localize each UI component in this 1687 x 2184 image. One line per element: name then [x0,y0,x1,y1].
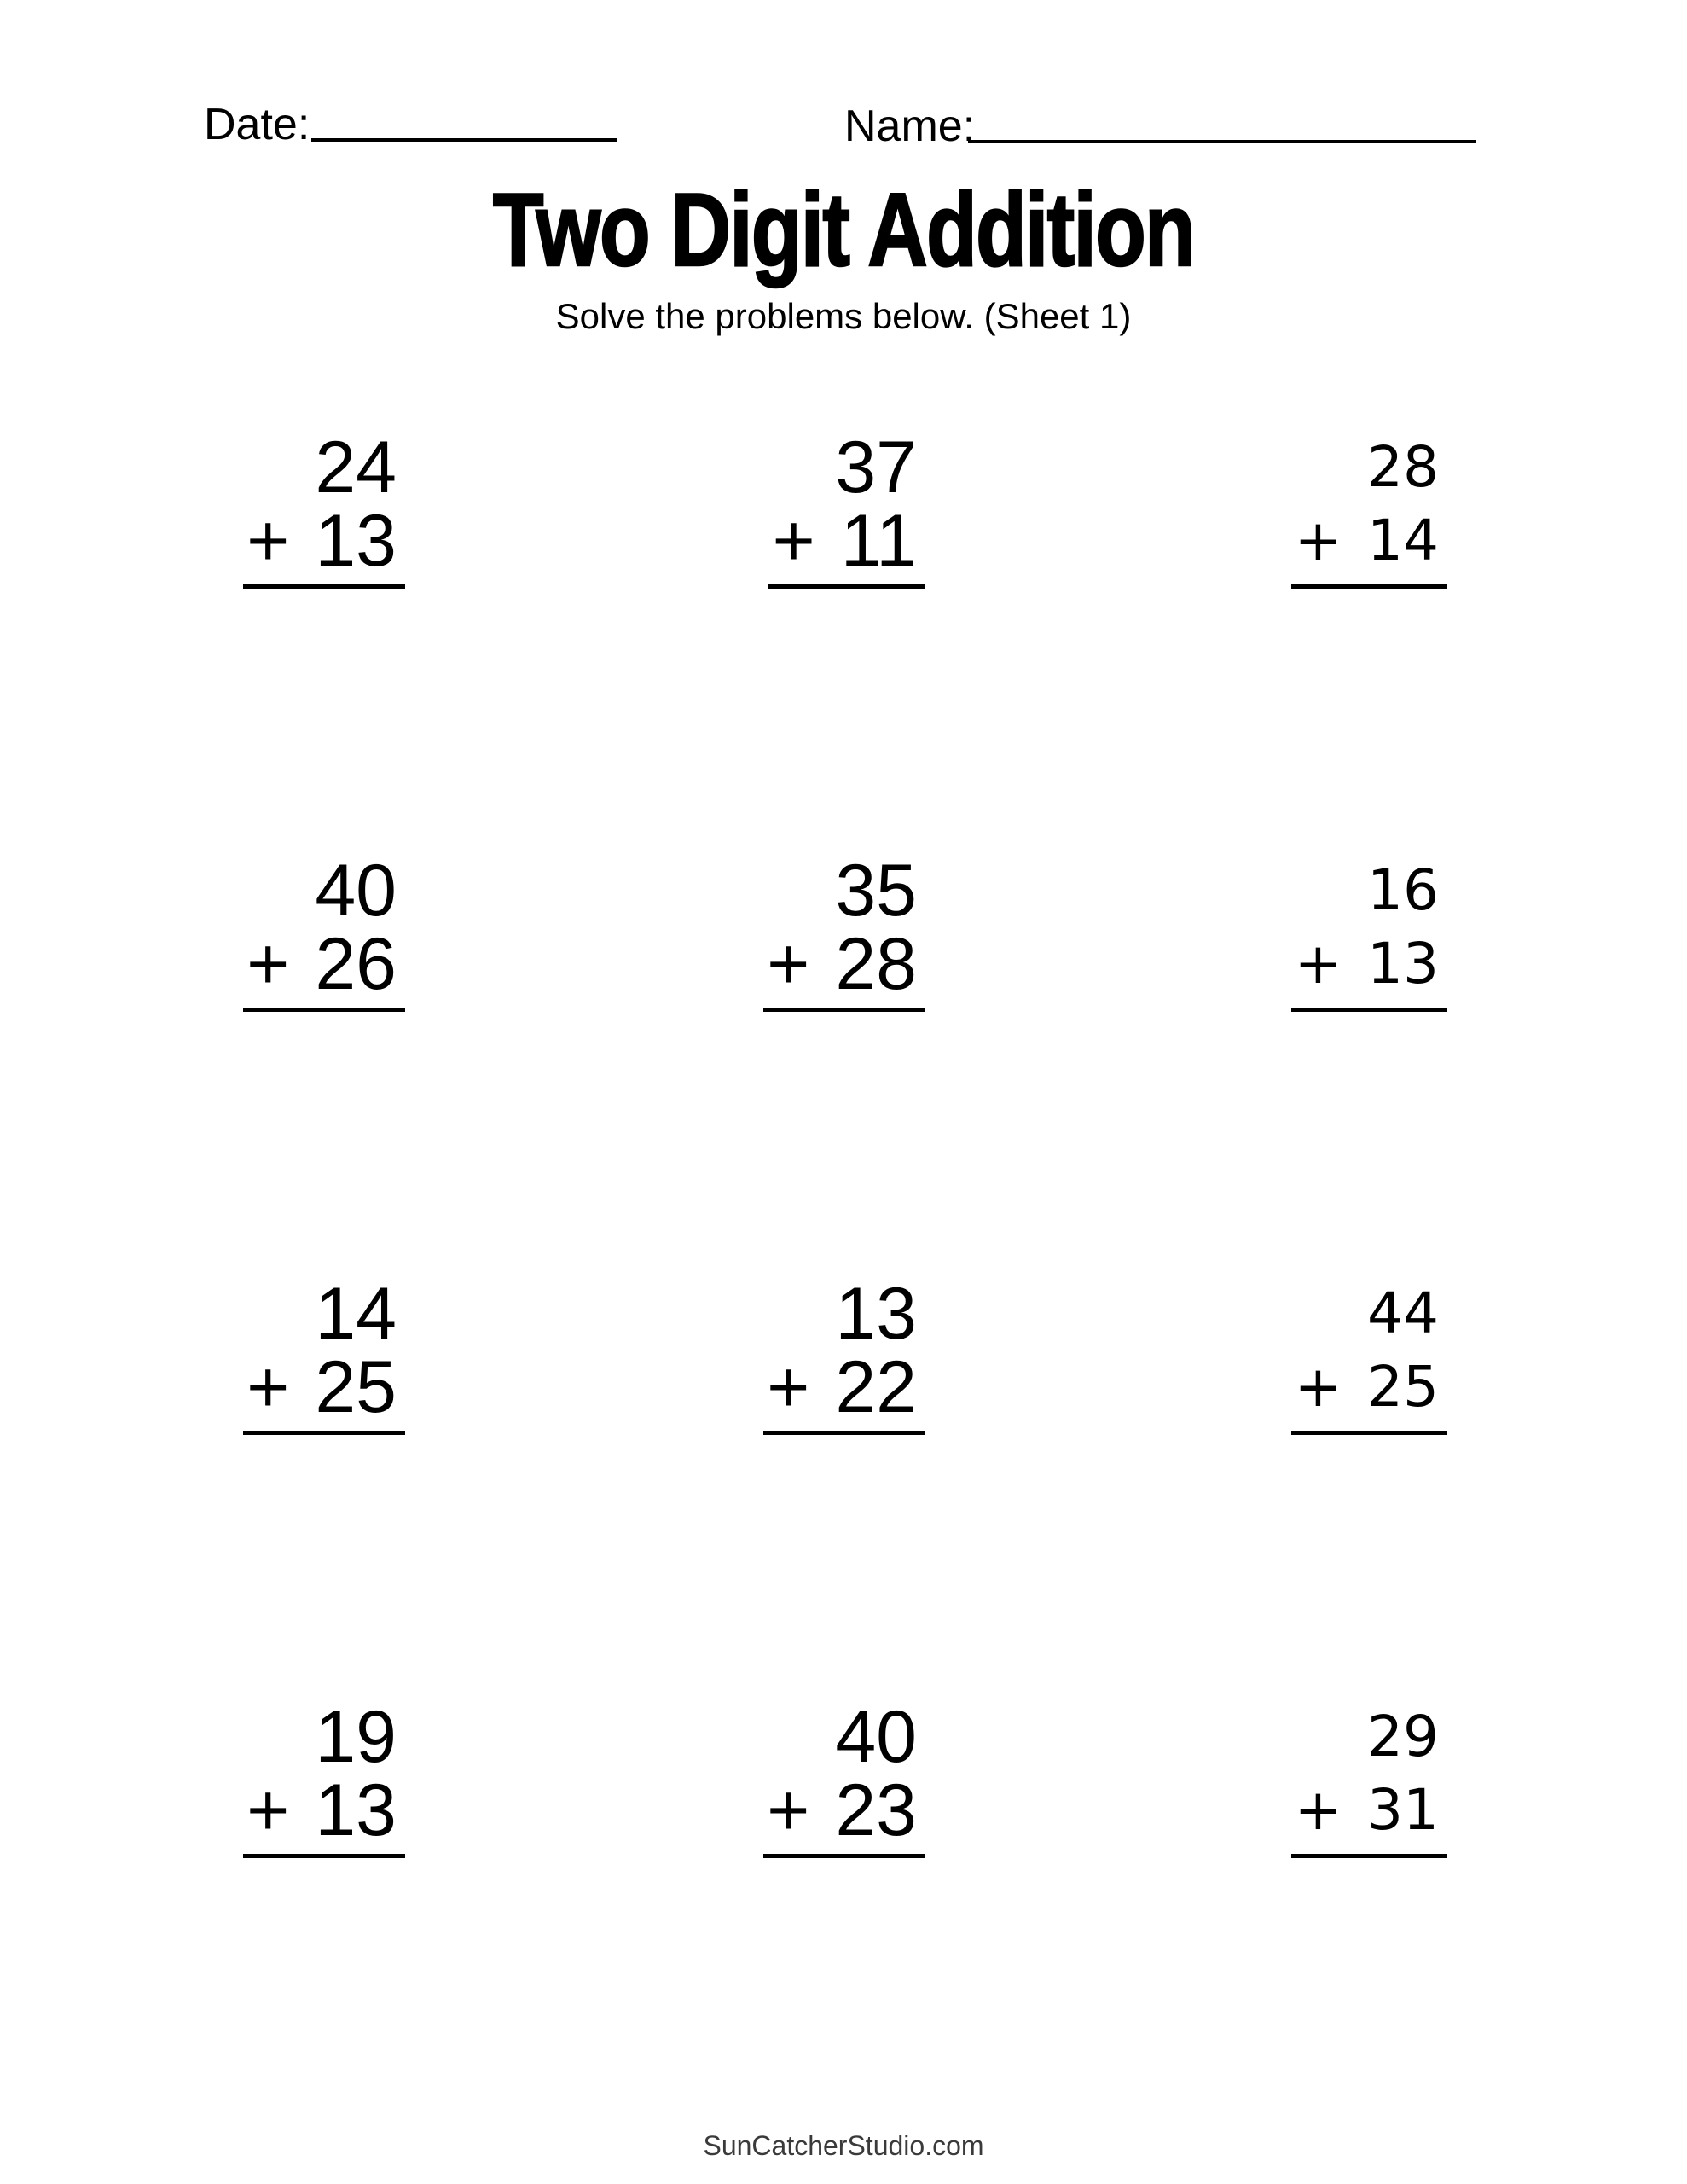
addition-problem [763,850,925,1012]
addend-bottom: 28 [835,923,917,1005]
addend-bottom: 13 [315,1769,397,1851]
addition-problem [1291,431,1447,589]
addition-problem [243,850,405,1012]
addend-top: 19 [315,1696,397,1778]
addend-bottom-row [1291,1350,1447,1435]
addend-bottom-row [1291,1774,1447,1858]
addend-bottom: 23 [835,1769,917,1851]
addition-problem [1291,1277,1447,1435]
plus-operator-icon: + [1294,1777,1342,1843]
addend-bottom-row [763,923,925,1012]
worksheet-subtitle: Solve the problems below. (Sheet 1) [555,296,1132,336]
plus-operator-icon: + [772,500,815,582]
addend-top: 24 [315,427,397,508]
addition-problem [768,427,925,589]
name-label: Name: [844,102,976,151]
addend-bottom-row [243,923,405,1012]
plus-operator-icon: + [246,1769,290,1851]
addend-bottom-row [1291,504,1447,589]
plus-operator-icon: + [1294,931,1342,996]
addend-bottom: 31 [1367,1777,1439,1843]
addend-top: 44 [1367,1281,1439,1346]
addition-problem [243,1273,405,1435]
addend-top: 37 [835,427,917,508]
addition-problem [243,427,405,589]
date-label: Date: [204,100,310,149]
addend-bottom-row [243,1346,405,1435]
addition-problem [1291,854,1447,1012]
addend-top: 40 [835,1696,917,1778]
plus-operator-icon: + [246,500,290,582]
addend-top: 16 [1367,857,1439,923]
addend-bottom-row [1291,927,1447,1012]
problems-grid [0,427,1447,2123]
addend-bottom: 26 [315,923,397,1005]
addend-bottom: 22 [835,1346,917,1428]
addend-top: 14 [315,1273,397,1355]
addend-bottom: 11 [840,500,917,582]
addend-bottom: 13 [315,500,397,582]
addend-top: 35 [835,850,917,932]
addend-bottom: 14 [1367,508,1439,573]
plus-operator-icon: + [767,1769,810,1851]
date-blank-line [311,102,617,142]
addend-bottom: 13 [1367,931,1439,996]
addend-bottom: 25 [1367,1354,1439,1420]
plus-operator-icon: + [767,1346,810,1428]
addend-bottom: 25 [315,1346,397,1428]
plus-operator-icon: + [1294,1354,1342,1420]
plus-operator-icon: + [767,923,810,1005]
worksheet-title: Two Digit Addition [492,171,1195,288]
addend-top: 29 [1367,1704,1439,1769]
addend-bottom-row [243,1769,405,1858]
plus-operator-icon: + [246,1346,290,1428]
addend-bottom-row [763,1346,925,1435]
addend-top: 13 [835,1273,917,1355]
addend-bottom-row [243,500,405,589]
addend-bottom-row [763,1769,925,1858]
addition-problem [763,1273,925,1435]
addition-problem [243,1696,405,1858]
footer-credit: SunCatcherStudio.com [703,2130,984,2161]
addition-problem [763,1696,925,1858]
name-blank-line [968,104,1476,143]
plus-operator-icon: + [246,923,290,1005]
addend-top: 40 [315,850,397,932]
addend-bottom-row [768,500,925,589]
addition-problem [1291,1700,1447,1858]
addend-top: 28 [1367,434,1439,500]
plus-operator-icon: + [1294,508,1342,573]
